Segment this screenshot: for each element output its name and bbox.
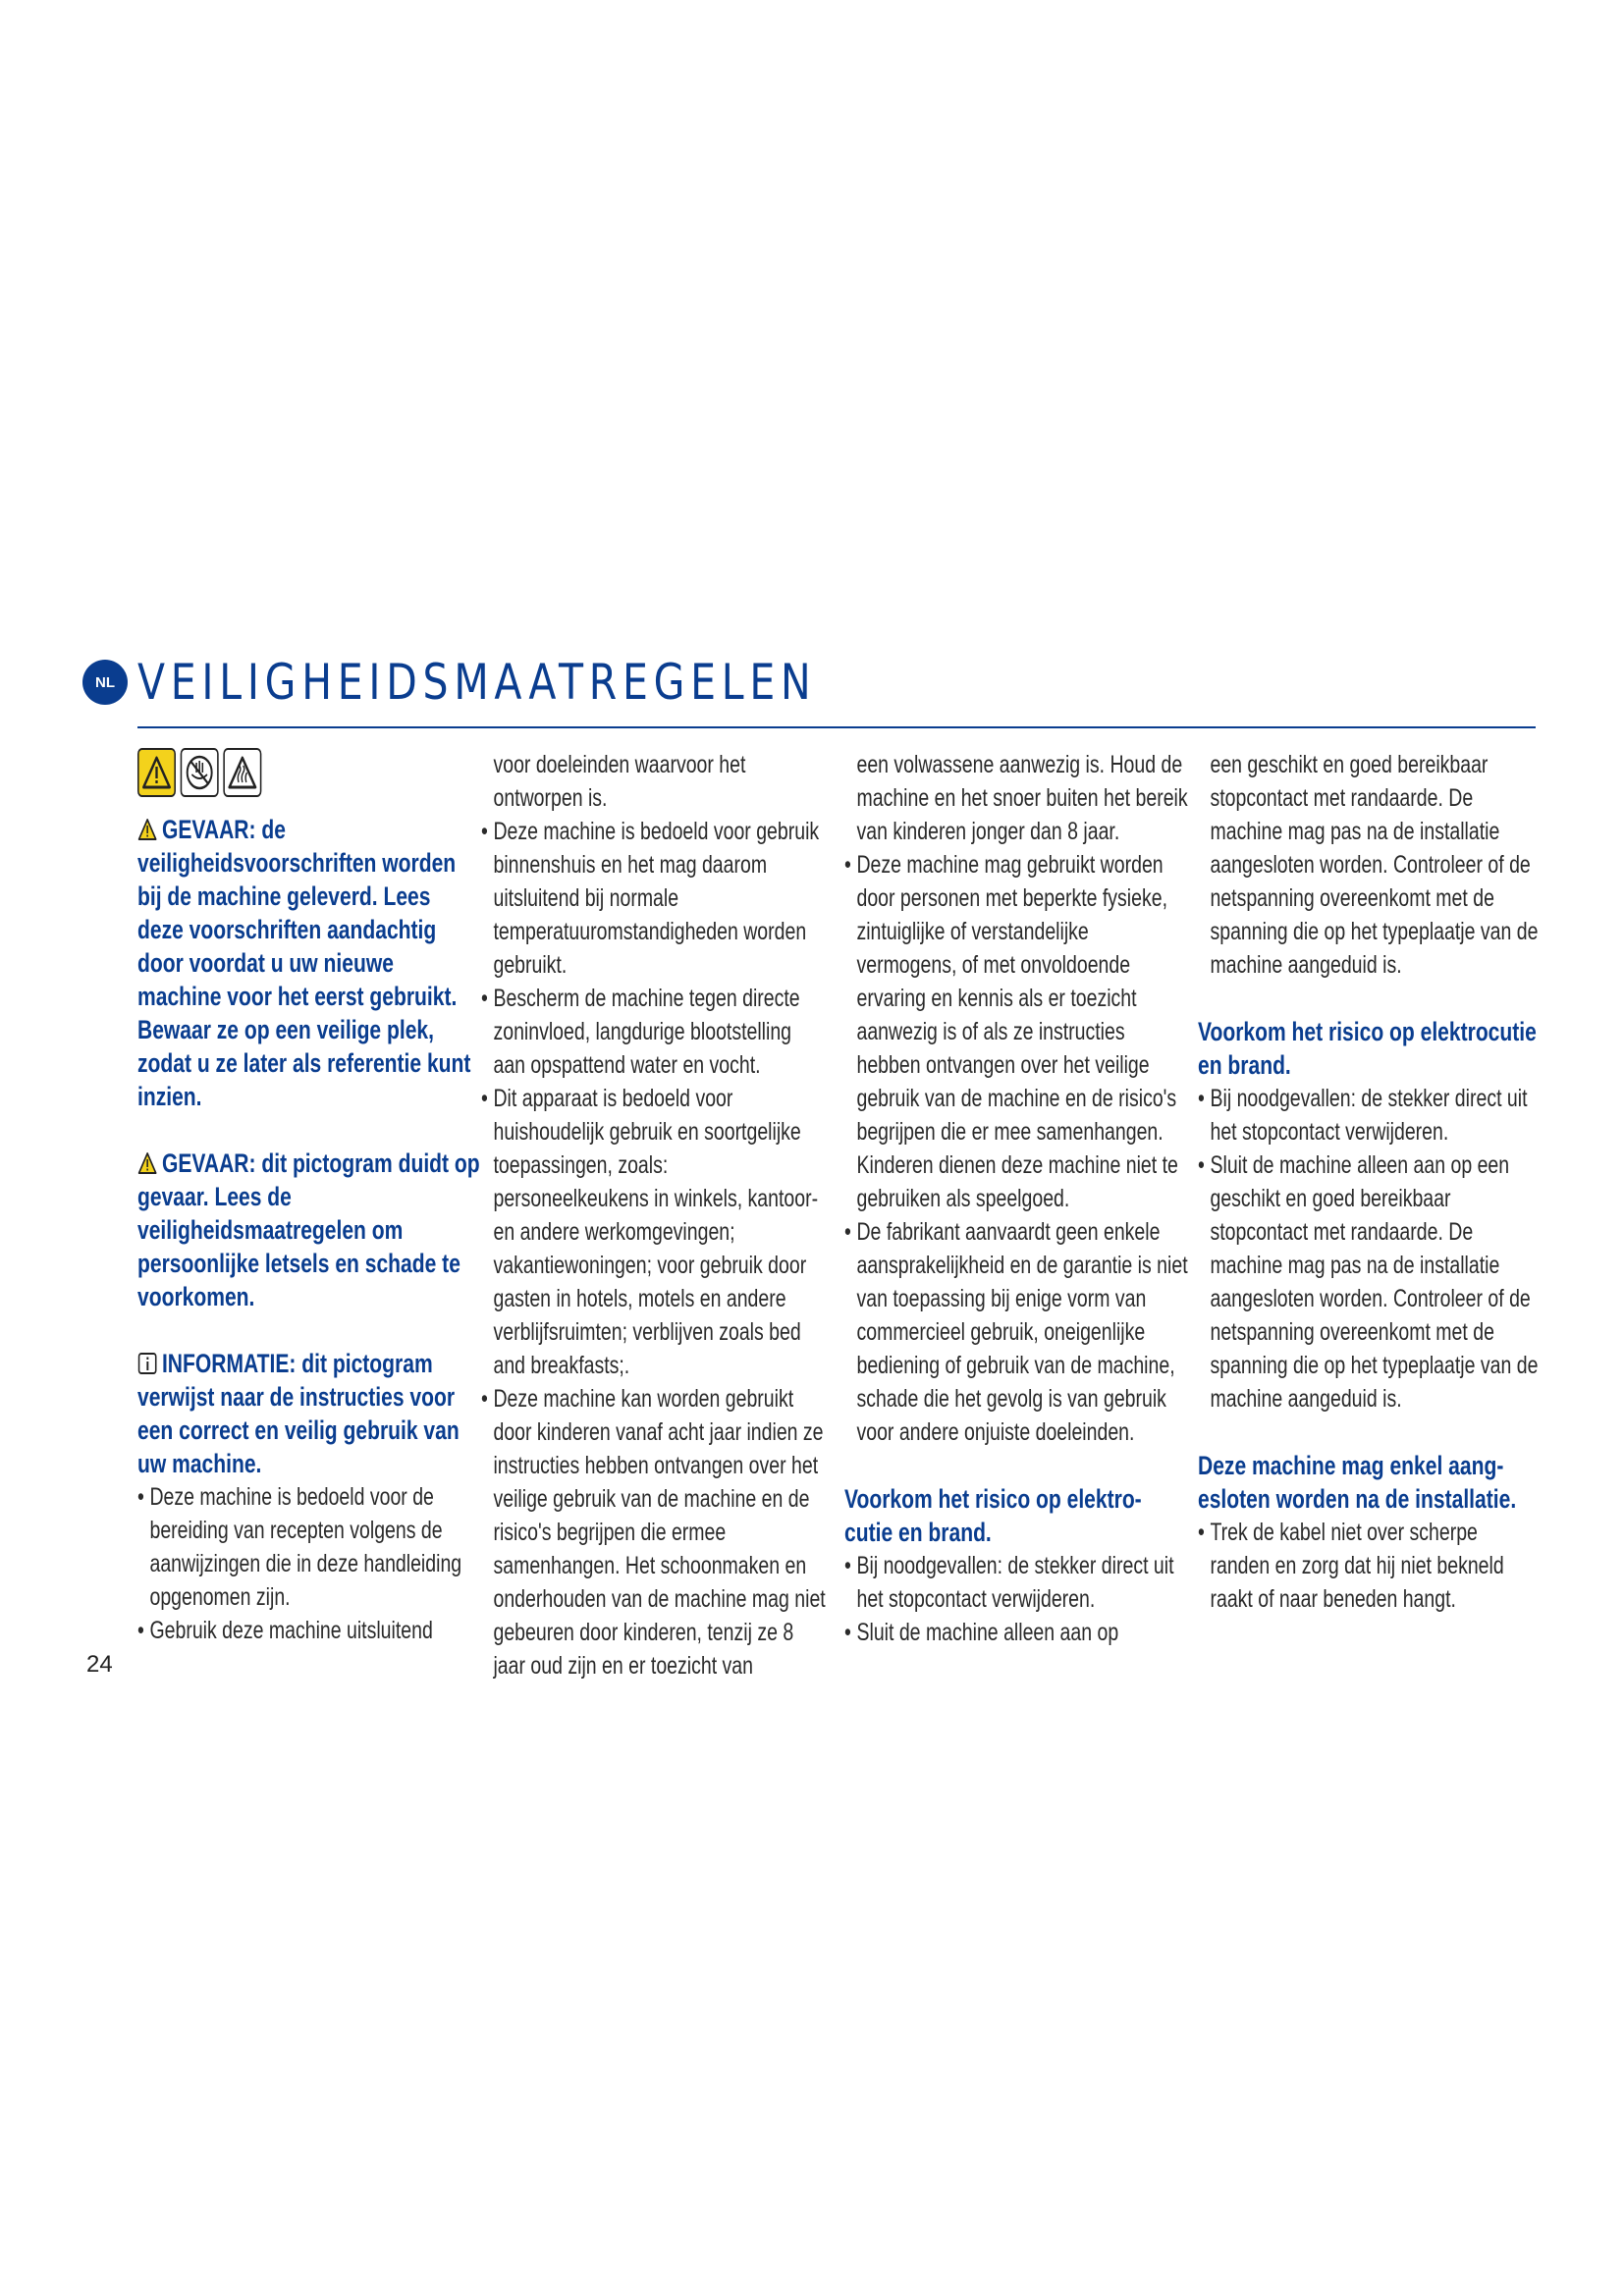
warning-triangle-icon (137, 748, 176, 797)
page-header (82, 656, 1536, 730)
safety-icons (137, 748, 482, 803)
usage-bullets (137, 1480, 482, 1647)
no-hand-in-bowl-icon (181, 748, 219, 797)
list-item: • Sluit de machine alleen aan op (844, 1616, 1189, 1649)
list-item: • Dit apparaat is bedoeld voor huishoudelijk gebruik en soortgelijke toepassingen, zoals: personeelkeukens in winkels, kantoor- en andere werkomgevingen; vakantiewoningen; voor gebruik door gasten in hotels, motels en andere verblijfsruimten; verblijven zoals bed and breakfasts;. (481, 1082, 826, 1382)
header-divider (137, 726, 1536, 728)
list-item: • Deze machine kan worden gebruikt door kinderen vanaf acht jaar indien ze instructies hebben ontvangen over het veilige gebruik van de machine en de risico's begrijpen die ermee samenhangen. Het schoonmaken en onderhouden van de machine mag niet gebeuren door kinderen, tenzij ze 8 jaar oud zijn en er toezicht van (481, 1382, 826, 1682)
continued-text: een volwassene aanwezig is. Houd de machine en het snoer buiten het bereik van kinderen jonger dan 8 jaar. (856, 751, 1188, 845)
column-3 (844, 748, 1188, 1649)
list-item: • Bij noodgevallen: de stekker direct uit het stopcontact verwijderen. (1198, 1082, 1543, 1148)
list-item: • Deze machine mag gebruikt worden door personen met beperkte fysieke, zintuiglijke of verstandelijke vermogens, of met onvoldoende ervaring en kennis als er toezicht aanwezig is of als ze instructies hebben ontvangen over het veilige gebruik van de machine en de risico's begrijpen die er mee samenhangen. Kinderen dienen deze machine niet te gebruiken als speelgoed. (844, 848, 1189, 1215)
list-item: • Bescherm de machine tegen directe zoninvloed, langdurige blootstelling aan opspattend water en vocht. (481, 982, 826, 1082)
list-item: • De fabrikant aanvaardt geen enkele aansprakelijkheid en de garantie is niet van toepassing bij enige vorm van commercieel gebruik, oneigenlijke bediening of gebruik van de machine, schade die het gevolg is van gebruik voor andere onjuiste doeleinden. (844, 1215, 1189, 1449)
list-item: • Deze machine is bedoeld voor de bereiding van recepten volgens de aanwijzingen die in deze handleiding opgenomen zijn. (137, 1480, 482, 1614)
column-2 (481, 748, 825, 1682)
section-heading: Voorkom het risico op elektrocutie en brand. (1198, 1017, 1537, 1080)
danger-notice-1: GEVAAR: de veiligheidsvoorschriften worden bij de machine geleverd. Lees deze voorschriften aandachtig door voordat u uw nieuwe machine voor het eerst gebruikt. Bewaar ze op een veilige plek, zodat u ze later als referentie kunt inzien. (137, 815, 471, 1111)
warning-triangle-icon (137, 1151, 157, 1175)
info-icon (137, 1352, 157, 1375)
section-heading: Voorkom het risico op elektro-cutie en brand. (844, 1484, 1142, 1547)
list-item: • Sluit de machine alleen aan op een geschikt en goed bereikbaar stopcontact met randaarde. De machine mag pas na de installatie aangesloten worden. Controleer of de netspanning overeenkomt met de spanning die op het typeplaatje van de machine aangeduid is. (1198, 1148, 1543, 1415)
language-badge: NL (82, 660, 128, 705)
column-1 (137, 748, 481, 1647)
list-item: • Deze machine is bedoeld voor gebruik binnenshuis en het mag daarom uitsluitend bij normale temperatuuromstandigheden worden gebruikt. (481, 815, 826, 982)
warning-triangle-icon (137, 818, 157, 841)
information-notice: INFORMATIE: dit pictogram verwijst naar de instructies voor een correct en veilig gebruik van uw machine. (137, 1349, 460, 1478)
list-item: • Trek de kabel niet over scherpe randen en zorg dat hij niet bekneld raakt of naar beneden hangt. (1198, 1516, 1543, 1616)
usage-bullets (844, 848, 1189, 1449)
list-item: • Gebruik deze machine uitsluitend (137, 1614, 482, 1647)
page-title: VEILIGHEIDSMAATREGELEN (137, 654, 817, 711)
column-4 (1198, 748, 1542, 1616)
installation-bullets (1198, 1516, 1543, 1616)
electrical-bullets (1198, 1082, 1543, 1415)
continued-text: voor doeleinden waarvoor het ontworpen is. (493, 751, 746, 812)
hot-surface-icon (223, 748, 261, 797)
list-item: • Bij noodgevallen: de stekker direct uit het stopcontact verwijderen. (844, 1549, 1189, 1616)
usage-bullets (481, 815, 826, 1682)
continued-text: een geschikt en goed bereikbaar stopcontact met randaarde. De machine mag pas na de installatie aangesloten worden. Controleer of de netspanning overeenkomt met de spanning die op het typeplaatje van de machine aangeduid is. (1210, 751, 1539, 979)
section-heading: Deze machine mag enkel aang-esloten worden na de installatie. (1198, 1451, 1517, 1514)
page-number: 24 (86, 1651, 113, 1678)
electrical-bullets (844, 1549, 1189, 1649)
danger-notice-2: GEVAAR: dit pictogram duidt op gevaar. Lees de veiligheidsmaatregelen om persoonlijke letsels en schade te voorkomen. (137, 1148, 480, 1311)
